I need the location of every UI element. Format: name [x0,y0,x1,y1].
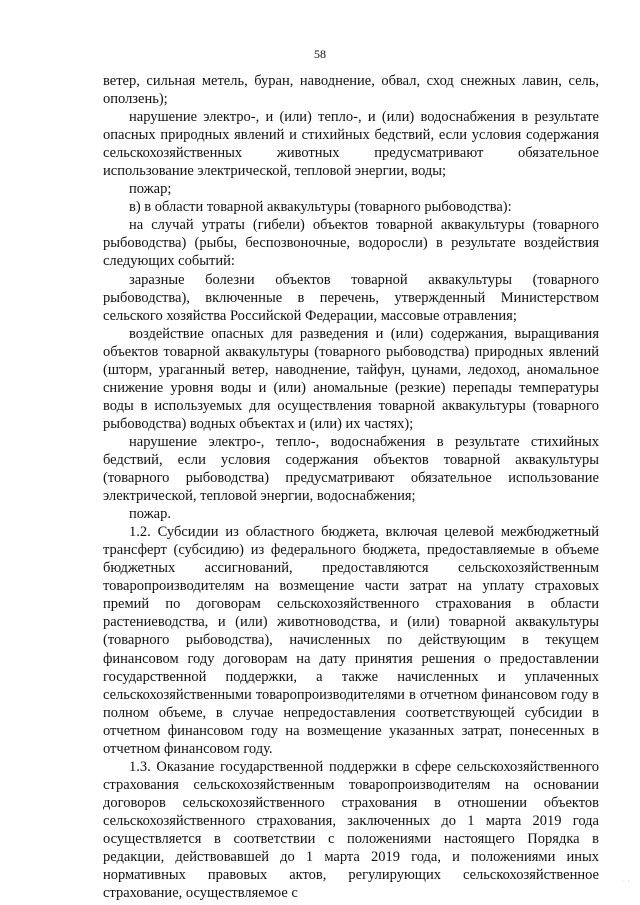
paragraph-10: 1.2. Субсидии из областного бюджета, включая целевой межбюджетный трансферт (субсидию) из федерального бюджета, предоставляемые в объеме бюджетных ассигнований, предоставляются сельскохозяйственным товаропроизводителям на возмещение части затрат на уплату страховых премий по договорам сельскохозяйственного страхования в области растениеводства, и (или) животноводства, и (или) товарной аквакультуры (товарного рыбоводства), начисленных по действующим в текущем финансовом году договорам на дату принятия решения о предоставлении государственной поддержки, а также начисленных и уплаченных сельскохозяйственными товаропроизводителями в отчетном финансовом году в полном объеме, в случае непредоставления соответствующей субсидии в отчетном финансовом году на возмещение указанных затрат, понесенных в отчетном финансовом году. [103,524,599,757]
paragraph-5: на случай утраты (гибели) объектов товарной аквакультуры (товарного рыбоводства) (рыбы, беспозвоночные, водоросли) в результате воздействия следующих событий: [103,217,599,270]
paragraph-6: заразные болезни объектов товарной аквакультуры (товарного рыбоводства), включенные в перечень, утвержденный Министерством сельского хозяйства Российской Федерации, массовые отравления; [103,271,599,324]
paragraph-4: в) в области товарной аквакультуры (товарного рыбоводства): [129,199,512,216]
paragraph-7: воздействие опасных для разведения и (или) содержания, выращивания объектов товарной аквакультуры (товарного рыбоводства) природных явлений (шторм, ураганный ветер, наводнение, тайфун, цунами, ледоход, аномальное снижение уровня воды и (или) аномальные (резкие) перепады температуры воды в используемых для осуществления товарной аквакультуры (товарного рыбоводства) водных объектах и (или) их частях); [103,325,599,432]
paragraph-9: пожар. [129,506,171,523]
paragraph-2: нарушение электро-, и (или) тепло-, и (или) водоснабжения в результате опасных природных явлений и стихийных бедствий, если условия содержания сельскохозяйственных животных предусматривают обязательное использование электрической, тепловой энергии, воды; [103,109,599,180]
paragraph-1: ветер, сильная метель, буран, наводнение, обвал, сход снежных лавин, сель, оползень); [103,73,599,108]
paragraph-11: 1.3. Оказание государственной поддержки в сфере сельскохозяйственного страхования сельскохозяйственным товаропроизводителям на основании договоров сельскохозяйственного страхования в отношении объектов сельскохозяйственного страхования, заключенных до 1 марта 2019 года осуществляется в соответствии с положениями настоящего Порядка в редакции, действовавшей до 1 марта 2019 года, и положениями иных нормативных правовых актов, регулирующих сельскохозяйственное страхование, осуществляемое с [103,758,599,902]
scan-mark: · · [621,877,630,887]
paragraph-3: пожар; [129,181,172,198]
paragraph-8: нарушение электро-, тепло-, водоснабжения в результате стихийных бедствий, если условия содержания объектов товарной аквакультуры (товарного рыбоводства) предусматривают обязательное использование электрической, тепловой энергии, водоснабжения; [103,433,599,505]
document-body [103,72,599,902]
page-number: 58 [314,47,326,61]
